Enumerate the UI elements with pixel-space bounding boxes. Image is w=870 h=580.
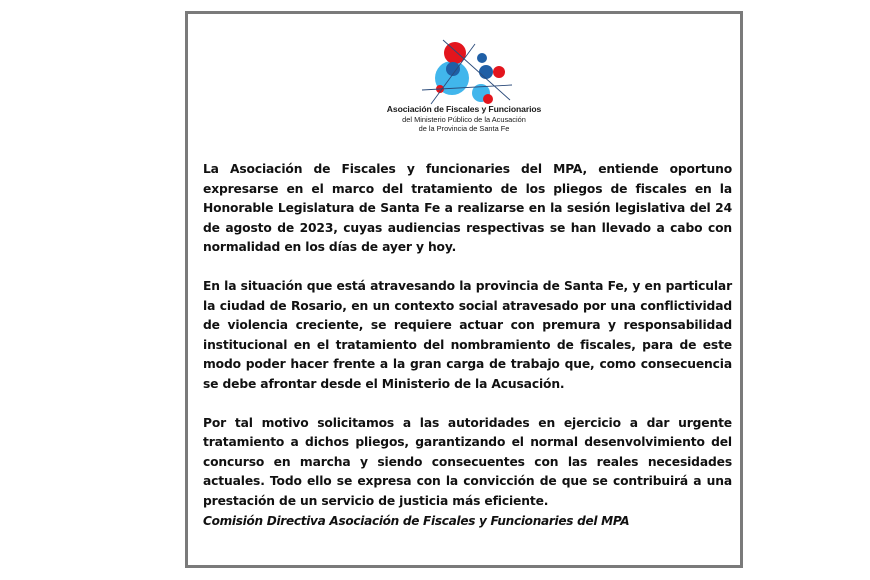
statement-body xyxy=(203,160,732,531)
association-logo xyxy=(188,14,740,144)
logo-subtitle-line1: del Ministerio Público de la Acusación xyxy=(402,114,526,124)
statement-card xyxy=(185,11,743,568)
logo-subtitle-line2: de la Provincia de Santa Fe xyxy=(418,124,510,133)
paragraph-3: Por tal motivo solicitamos a las autoridades en ejercicio a dar urgente tratamiento a dichos pliegos, garantizando el normal desenvolvimiento del concurso en marcha y siendo consecuentes con las reales necesidades actuales. Todo ello se expresa con la convicción de que se contribuirá a una prestación de un servicio de justicia más eficiente. xyxy=(203,415,732,508)
logo-circles-icon xyxy=(418,34,518,109)
logo-org-name: Asociación de Fiscales y Funcionarios xyxy=(386,104,542,114)
paragraph-1: La Asociación de Fiscales y funcionaries del MPA, entiende oportuno expresarse en el marco del tratamiento de los pliegos de fiscales en la Honorable Legislatura de Santa Fe a realizarse en la sesión legislativa del 24 de agosto de 2023, cuyas audiencias respectivas se han llevado a cabo con normalidad en los días de ayer y hoy. xyxy=(203,162,732,255)
logo-caption xyxy=(188,105,740,134)
paragraph-2: En la situación que está atravesando la provincia de Santa Fe, y en particular la ciudad de Rosario, en un contexto social atravesado por una conflictividad de violencia creciente, se requiere actuar con premura y responsabilidad institucional en el tratamiento del nombramiento de fiscales, para de este modo poder hacer frente a la gran carga de trabajo que, como consecuencia se debe afrontar desde el Ministerio de la Acusación. xyxy=(203,278,732,391)
signature: Comisión Directiva Asociación de Fiscales y Funcionaries del MPA xyxy=(203,514,630,528)
